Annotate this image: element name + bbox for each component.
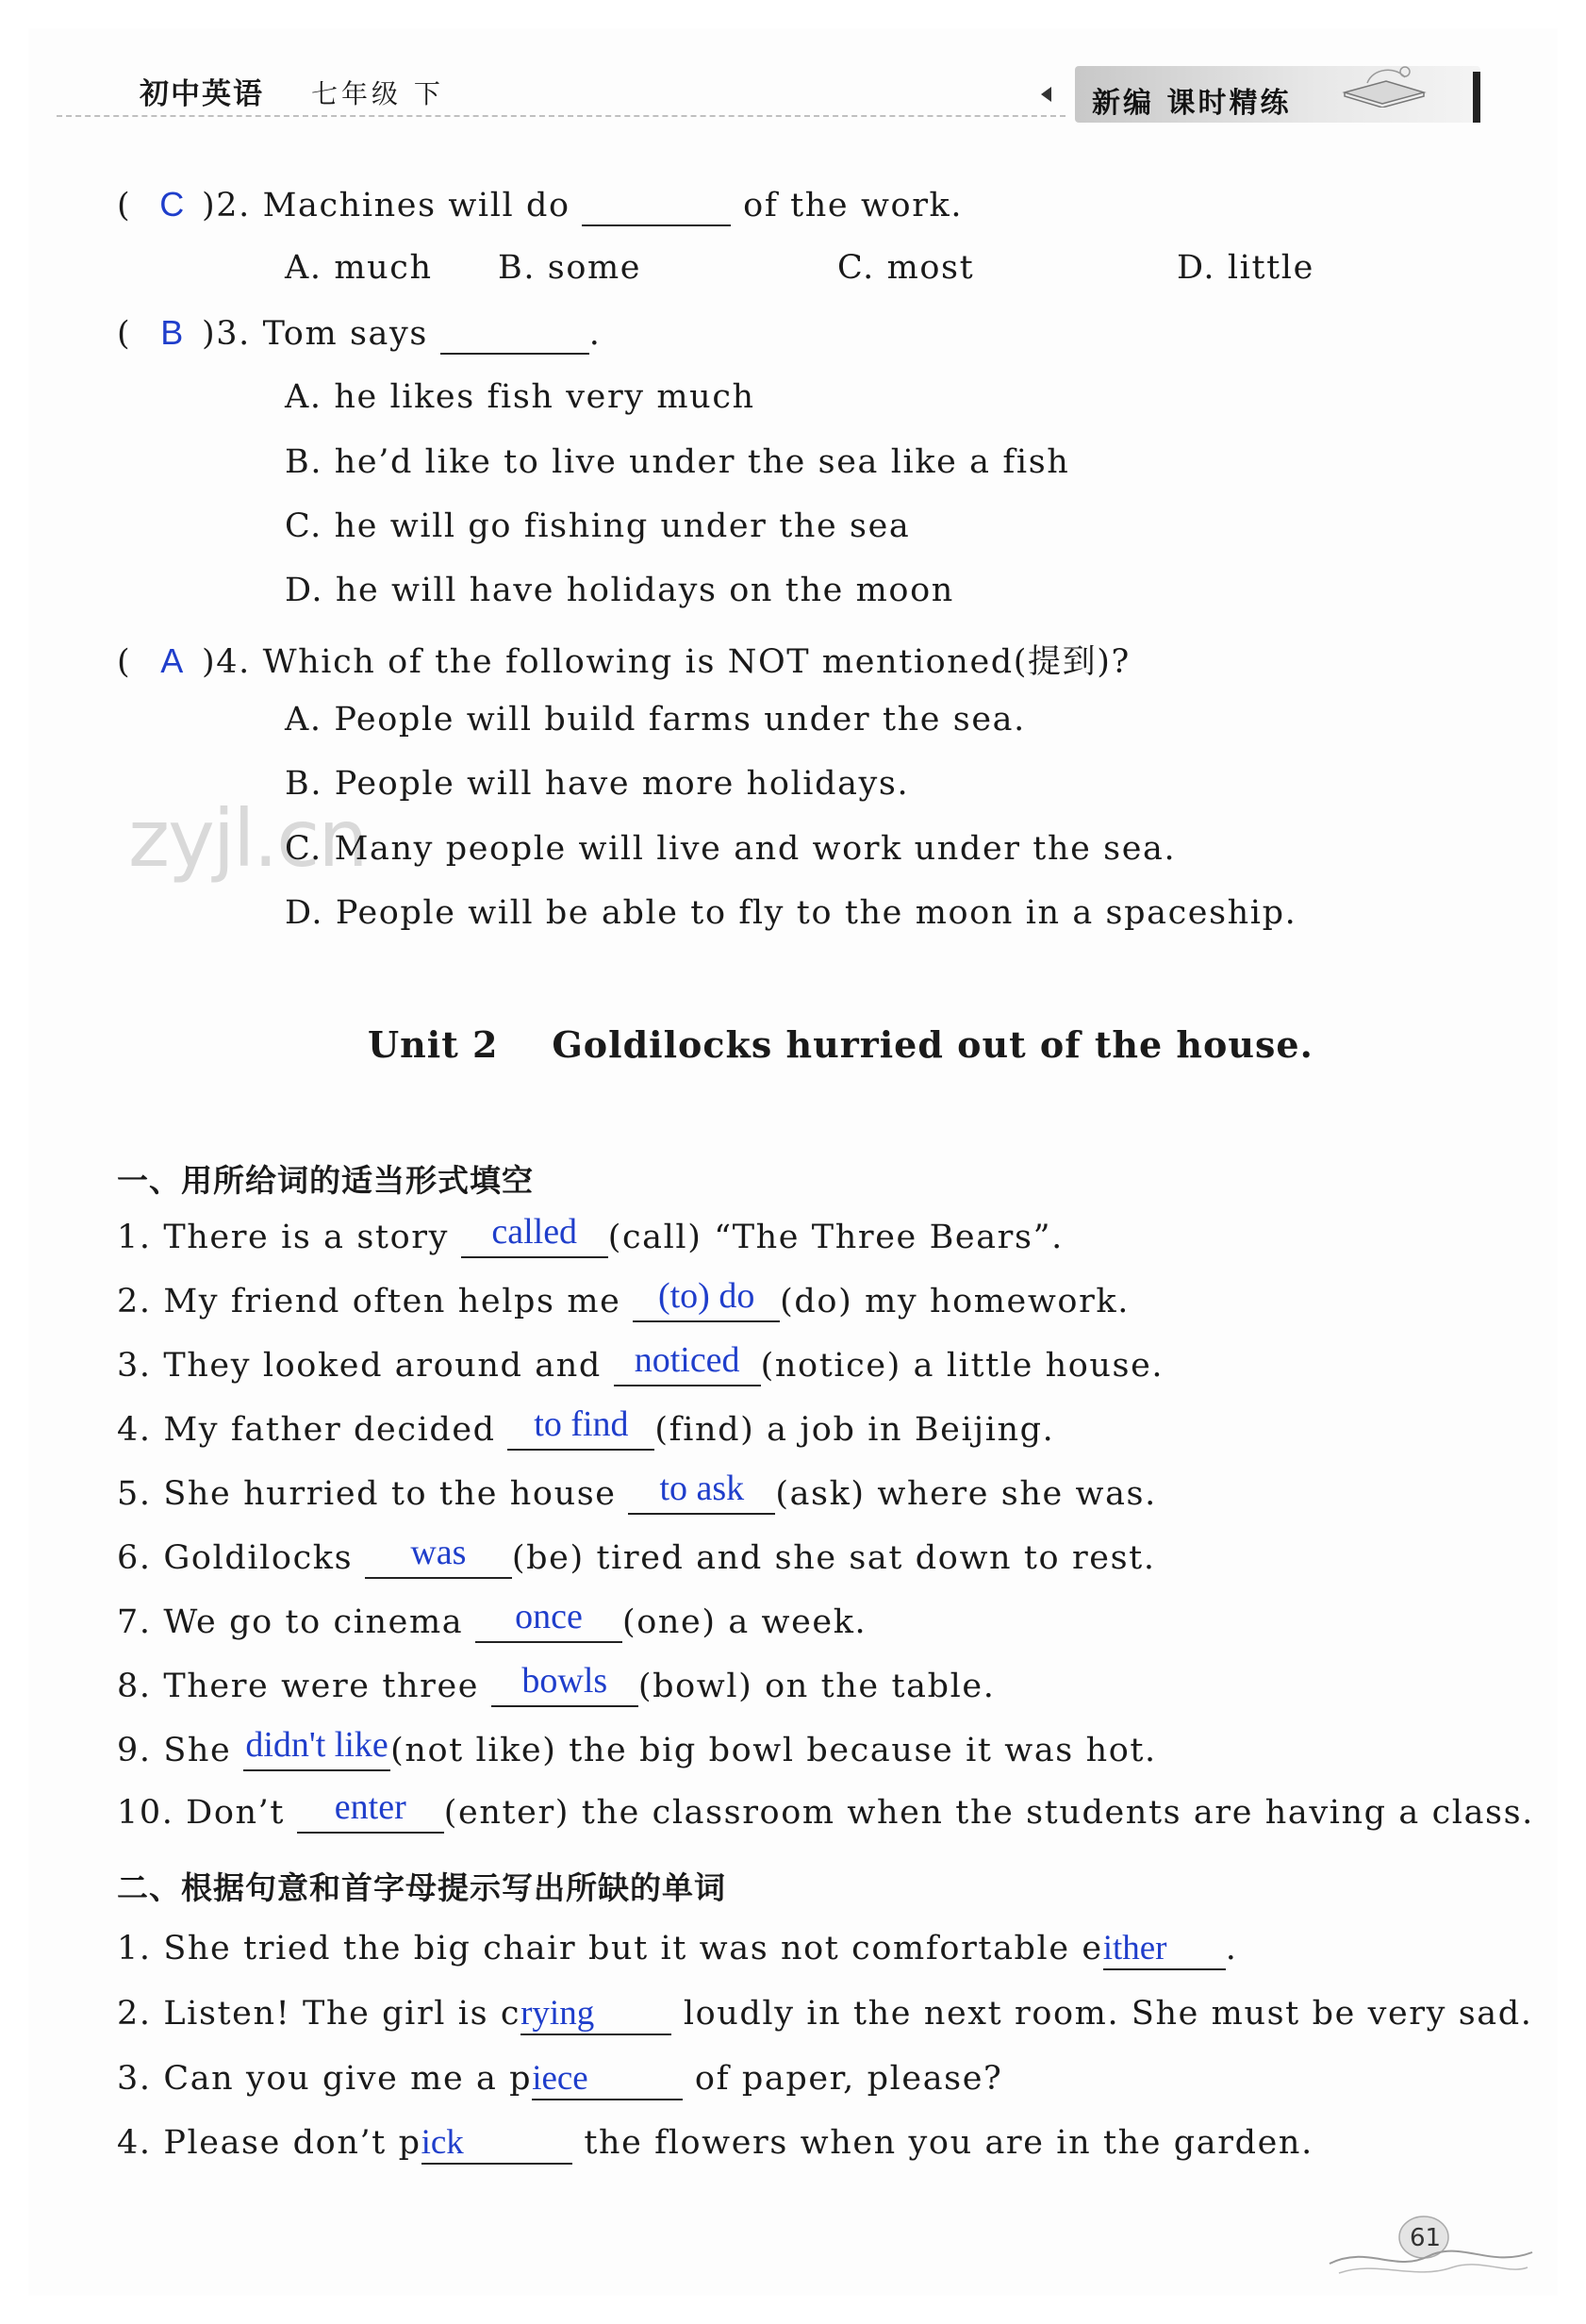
fill-item-3-hint: (notice) a little house. [760,1347,1165,1385]
fill-item-6-text: 6. Goldilocks [117,1539,365,1577]
fill-item-8 [117,1661,996,1707]
fill-item-10-text: 10. Don’t [117,1794,297,1832]
q3-option-b: B. he’d like to live under the sea like a fish [285,443,1070,481]
fill-item-5-text: 5. She hurried to the house [117,1475,629,1513]
spell-item-2-end: loudly in the next room. She must be very sad. [671,1995,1533,2033]
fill-item-2-text: 2. My friend often helps me [117,1283,634,1320]
watermark: zyjl.cn [128,792,367,885]
question-4: ( A )4. Which of the following is NOT mentioned(提到)? [117,641,1131,681]
fill-item-2-hint: (do) my homework. [780,1283,1130,1320]
q2-option-a: A. much [285,249,433,287]
fill-answer-6: was [410,1533,467,1572]
unit-title: Unit 2 Goldilocks hurried out of the house. [368,1023,1313,1066]
fill-item-1-hint: (call) “The Three Bears”. [607,1219,1064,1256]
fill-answer-9: didn't like [245,1725,388,1765]
answer-q2: C [159,185,186,224]
fill-item-6-hint: (be) tired and she sat down to rest. [511,1539,1156,1577]
fill-answer-4: to find [534,1404,629,1444]
fill-item-3 [117,1340,1165,1386]
fill-item-3-text: 3. They looked around and [117,1347,614,1385]
q2-option-c: C. most [837,249,975,287]
spell-answer-2: rying [520,1994,595,2033]
answer-q4: A [160,641,185,680]
page-number: 61 [1410,2224,1442,2252]
book-icon [1339,60,1429,108]
fill-blank-4[interactable] [507,1404,654,1451]
fill-item-4 [117,1404,1055,1451]
q3-prefix: )3. Tom says [202,315,440,353]
fill-item-4-text: 4. My father decided [117,1411,508,1449]
q3-blank[interactable] [440,315,589,355]
fill-item-5 [117,1469,1157,1515]
fill-blank-5[interactable] [628,1469,775,1515]
fill-item-9 [117,1725,1157,1771]
q3-suffix: . [588,315,602,353]
spell-item-3-end: of paper, please? [683,2060,1003,2098]
fill-blank-8[interactable] [491,1661,638,1707]
fill-answer-8: bowls [521,1661,608,1701]
q4-option-d: D. People will be able to fly to the moon in a spaceship. [285,894,1297,932]
q4-option-b: B. People will have more holidays. [285,765,910,803]
spell-item-2 [117,1993,1532,2035]
fill-blank-3[interactable] [614,1340,761,1386]
q3-option-c: C. he will go fishing under the sea [285,507,911,545]
spell-blank-1[interactable] [1103,1928,1226,1970]
q2-prefix: )2. Machines will do [202,187,583,224]
q2-option-d: D. little [1177,249,1314,287]
section-2-title: 二、根据句意和首字母提示写出所缺的单词 [117,1869,726,1906]
fill-item-1-text: 1. There is a story [117,1219,461,1256]
fill-item-9-text: 9. She [117,1732,244,1769]
fill-item-7 [117,1597,867,1643]
header-series: 新编 课时精练 [1092,87,1292,120]
question-3: ( B )3. Tom says . [117,313,602,353]
spell-item-3 [117,2058,1002,2100]
fill-item-4-hint: (find) a job in Beijing. [654,1411,1055,1449]
fill-item-8-hint: (bowl) on the table. [637,1668,996,1705]
spell-answer-3: iece [532,2059,588,2098]
question-2: ( C )2. Machines will do of the work. [117,185,964,224]
fill-blank-10[interactable] [297,1787,444,1834]
answer-q3: B [160,313,185,352]
fill-answer-2: (to) do [657,1276,755,1316]
arrow-left-icon [1041,87,1051,102]
fill-blank-6[interactable] [365,1533,512,1579]
section-1-title: 一、用所给词的适当形式填空 [117,1162,534,1199]
header-divider [57,115,1066,117]
fill-item-7-hint: (one) a week. [621,1603,867,1641]
spell-item-1 [117,1928,1237,1970]
fill-item-6 [117,1533,1156,1579]
fill-item-8-text: 8. There were three [117,1668,491,1705]
spell-item-4-end: the flowers when you are in the garden. [571,2124,1313,2162]
q3-option-a: A. he likes fish very much [285,378,755,416]
fill-blank-7[interactable] [475,1597,622,1643]
fill-answer-3: noticed [634,1340,740,1380]
fill-item-2 [117,1276,1130,1322]
header-subject: 初中英语 [140,77,264,111]
q3-option-d: D. he will have holidays on the moon [285,572,954,609]
spell-item-4 [117,2122,1313,2165]
spell-blank-4[interactable] [421,2122,572,2165]
fill-item-7-text: 7. We go to cinema [117,1603,475,1641]
fill-answer-5: to ask [659,1469,745,1508]
fill-blank-9[interactable] [243,1725,390,1771]
q4-option-c: C. Many people will live and work under the sea. [285,830,1177,868]
fill-item-10-hint: (enter) the classroom when the students are having a class. [443,1794,1534,1832]
q2-suffix: of the work. [731,187,964,224]
q2-option-b: B. some [498,249,642,287]
spell-item-1-end: . [1225,1930,1238,1967]
spell-item-4-text: 4. Please don’t p [117,2124,421,2162]
fill-blank-2[interactable] [633,1276,780,1322]
fill-answer-1: called [491,1212,578,1252]
q4-option-a: A. People will build farms under the sea. [285,701,1026,739]
spell-item-3-text: 3. Can you give me a p [117,2060,533,2098]
fill-item-10 [117,1787,1534,1834]
fill-answer-7: once [515,1597,583,1636]
spell-blank-2[interactable] [520,1993,671,2035]
fill-item-9-hint: (not like) the big bowl because it was hot. [390,1732,1157,1769]
q4-prefix: )4. Which of the following is NOT mentioned(提到)? [202,643,1131,681]
spell-blank-3[interactable] [532,2058,683,2100]
q2-blank[interactable] [582,187,731,226]
header-bar [1473,72,1480,123]
spell-item-1-text: 1. She tried the big chair but it was not comfortable e [117,1930,1103,1967]
header-grade: 七年级 下 [311,78,444,109]
spell-answer-4: ick [421,2123,464,2162]
spell-item-2-text: 2. Listen! The girl is c [117,1995,521,2033]
fill-item-5-hint: (ask) where she was. [775,1475,1157,1513]
spell-answer-1: ither [1102,1929,1167,1967]
fill-answer-10: enter [334,1787,406,1827]
fill-item-1 [117,1212,1064,1258]
fill-blank-1[interactable] [461,1212,608,1258]
